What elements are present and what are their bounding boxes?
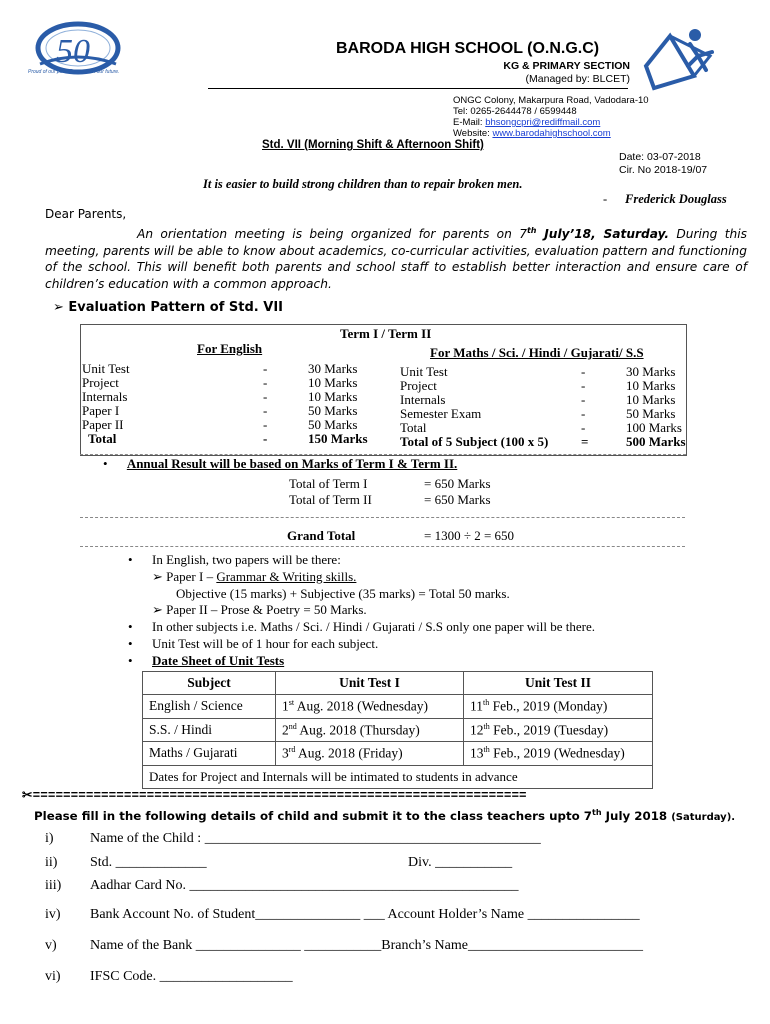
contact-block [453, 95, 649, 139]
form-row-number: vi) [45, 969, 61, 984]
marks-row [82, 376, 382, 390]
form-field[interactable]: Name of the Bank _______________ ___________Branch’s Name_________________________ [90, 938, 643, 953]
cell-unit-test-2 [464, 718, 653, 742]
cell-unit-test-2 [464, 695, 653, 719]
form-row-number: ii) [45, 855, 58, 870]
form-field[interactable]: IFSC Code. ___________________ [90, 969, 293, 984]
para-text-2: During this meeting, parents will be able to know about academics, co-curricular activities, evaluation pattern and functioning of the school. This will benefit both parents and school staff to establish better interaction and ensure care of children’s education with a common approach. [45, 227, 747, 291]
note-paper1 [128, 569, 595, 586]
website-label: Website: [453, 128, 493, 139]
marks-marks: 10 Marks [308, 375, 358, 390]
paper2-text: Paper II – Prose & Poetry = 50 Marks. [166, 602, 367, 618]
arrow-bullet-icon: ➢ [152, 568, 167, 584]
school-title: BARODA HIGH SCHOOL (O.N.G.C) [336, 40, 600, 57]
instruction-text-2: July 2018 [601, 808, 672, 823]
instruction-small: (Saturday). [671, 811, 736, 823]
cell-day: 2 [282, 722, 289, 737]
marks-dash: - [581, 392, 586, 407]
marks-label: Total [400, 420, 427, 435]
marks-row [400, 421, 700, 435]
email-label: E-Mail: [453, 117, 486, 128]
website-link[interactable]: www.barodahighschool.com [492, 128, 611, 139]
circular-number: Cir. No 2018-19/07 [619, 164, 708, 176]
cell-day-suffix: th [483, 698, 490, 707]
note-text: Date Sheet of Unit Tests [152, 652, 285, 668]
marks-label: Total of 5 Subject (100 x 5) [400, 434, 549, 449]
para-bold: July’18, Saturday. [536, 227, 670, 242]
marks-label: Unit Test [82, 361, 130, 376]
date-sheet-table [142, 671, 653, 789]
marks-row [400, 379, 700, 393]
english-heading: For English [197, 341, 263, 356]
marks-marks: 50 Marks [308, 417, 358, 432]
marks-label: Total [88, 431, 117, 446]
header-right-logo [640, 26, 720, 94]
paper1-text: Grammar & Writing skills. [216, 568, 357, 584]
others-marks-list [400, 365, 700, 449]
marks-dash: - [263, 431, 268, 446]
cell-unit-test-1 [276, 718, 464, 742]
term-heading: Term I / Term II [340, 326, 432, 341]
marks-dash: - [263, 375, 268, 390]
logo-number: 50 [56, 33, 90, 70]
marks-row [400, 393, 700, 407]
bullet-icon: • [128, 552, 133, 567]
marks-label: Project [400, 378, 437, 393]
marks-marks: 100 Marks [626, 420, 682, 435]
address: ONGC Colony, Makarpura Road, Vadodara-10 [453, 95, 649, 106]
cell-day-suffix: rd [288, 745, 296, 754]
note-text: In English, two papers will be there: [152, 552, 341, 567]
marks-marks: 10 Marks [308, 389, 358, 404]
managed-by: (Managed by: BLCET) [525, 73, 630, 85]
quote: It is easier to build strong children than to repair broken men. [203, 177, 523, 191]
cell-date-text: Feb., 2019 (Monday) [489, 698, 608, 714]
marks-total-row [82, 432, 382, 446]
quote-dash: - [603, 192, 608, 206]
marks-dash: = [581, 434, 589, 449]
form-field[interactable]: Bank Account No. of Student_______________ ___ Account Holder’s Name ________________ [90, 907, 640, 922]
cut-line-text: ================================================================= [32, 788, 527, 802]
cell-subject: Maths / Gujarati [143, 742, 276, 766]
marks-total-row [400, 435, 700, 449]
table-header-row [143, 672, 653, 695]
cell-date-text: Aug. 2018 (Thursday) [296, 722, 420, 737]
term1-label: Total of Term I [289, 476, 368, 491]
form-row-number: v) [45, 938, 57, 953]
cell-date-text: Aug. 2018 (Friday) [295, 745, 403, 761]
form-field[interactable]: Name of the Child : ________________________________________________ [90, 831, 541, 846]
cell-date-text: Feb., 2019 (Tuesday) [489, 722, 609, 737]
header-unit-test-2: Unit Test II [464, 672, 653, 695]
note-paper2 [128, 602, 595, 619]
cell-unit-test-1 [276, 695, 464, 719]
marks-row [82, 418, 382, 432]
cut-line [22, 787, 527, 802]
table-row [143, 695, 653, 719]
website-line [453, 128, 649, 139]
marks-marks: 150 Marks [308, 431, 368, 446]
note-text: Unit Test will be of 1 hour for each subject. [152, 635, 379, 651]
evaluation-heading [53, 300, 283, 315]
scissors-icon: ✂ [22, 788, 33, 802]
intro-paragraph [45, 223, 747, 292]
annual-note-text: Annual Result will be based on Marks of Term I & Term II. [126, 456, 458, 471]
annual-box-divider [80, 454, 686, 455]
cell-subject: S.S. / Hindi [143, 718, 276, 742]
cell-day-suffix: th [483, 721, 490, 731]
quote-author: Frederick Douglass [625, 192, 727, 206]
paper1-prefix: Paper I – [166, 568, 217, 584]
header-divider [208, 88, 628, 89]
grand-total-value: = 1300 ÷ 2 = 650 [424, 528, 515, 543]
annual-note [103, 456, 457, 472]
table-row [143, 742, 653, 766]
salutation: Dear Parents, [45, 207, 127, 221]
cell-day-suffix: nd [288, 721, 297, 731]
marks-dash: - [581, 378, 586, 393]
note-text: In other subjects i.e. Maths / Sci. / Hindi / Gujarati / S.S only one paper will be there. [152, 619, 596, 635]
header-unit-test-1: Unit Test I [276, 672, 464, 695]
grand-total-box [80, 517, 685, 547]
table-footer-row [143, 765, 653, 788]
marks-marks: 10 Marks [626, 378, 676, 393]
cell-day: 13 [470, 745, 484, 761]
circular-date: Date: 03-07-2018 [619, 151, 701, 163]
note-english-papers [128, 552, 595, 569]
cell-day: 3 [282, 745, 289, 761]
arrow-bullet-icon: ➢ [152, 602, 167, 618]
marks-marks: 30 Marks [308, 361, 358, 376]
marks-row [400, 407, 700, 421]
marks-dash: - [263, 403, 268, 418]
marks-row [400, 365, 700, 379]
section-name: KG & PRIMARY SECTION [503, 60, 630, 72]
cell-day: 1 [282, 698, 289, 714]
email-line [453, 117, 649, 128]
cell-day-suffix: st [288, 698, 295, 707]
marks-dash: - [263, 417, 268, 432]
evaluation-heading-text: Evaluation Pattern of Std. VII [68, 300, 283, 315]
marks-label: Semester Exam [400, 406, 482, 421]
cell-unit-test-1 [276, 742, 464, 766]
form-row-number: iii) [45, 878, 62, 893]
marks-row [82, 390, 382, 404]
marks-row [82, 362, 382, 376]
marks-label: Project [82, 375, 119, 390]
form-field[interactable]: Aadhar Card No. _______________________________________________ [90, 878, 519, 893]
marks-marks: 50 Marks [626, 406, 676, 421]
table-footer: Dates for Project and Internals will be intimated to students in advance [143, 765, 653, 788]
grand-total-label: Grand Total [287, 528, 356, 543]
marks-marks: 50 Marks [308, 403, 358, 418]
cell-date-text: Aug. 2018 (Wednesday) [294, 698, 428, 714]
form-field[interactable]: Std. _____________ [90, 855, 207, 870]
marks-dash: - [581, 420, 586, 435]
cell-unit-test-2 [464, 742, 653, 766]
term2-label: Total of Term II [289, 492, 372, 507]
marks-marks: 500 Marks [626, 434, 686, 449]
form-instruction [34, 808, 735, 823]
marks-label: Unit Test [400, 364, 448, 379]
term1-value: = 650 Marks [424, 476, 491, 491]
email-link[interactable]: bhsongcpri@rediffmail.com [485, 117, 601, 128]
logo-tagline: Proud of our past. Focused on our future. [28, 69, 120, 75]
note-date-sheet [128, 653, 595, 670]
others-heading: For Maths / Sci. / Hindi / Gujarati/ S.S [430, 345, 644, 360]
term2-value: = 650 Marks [424, 492, 491, 507]
form-row-number: i) [45, 831, 54, 846]
notes-list [128, 552, 595, 670]
marks-dash: - [581, 364, 586, 379]
marks-dash: - [581, 406, 586, 421]
instruction-sup: th [592, 808, 602, 817]
para-sup: th [526, 226, 537, 235]
form-row-number: iv) [45, 907, 61, 922]
marks-dash: - [263, 389, 268, 404]
marks-label: Paper I [82, 403, 120, 418]
instruction-text: Please fill in the following details of child and submit it to the class teachers upto 7 [34, 808, 593, 823]
marks-label: Internals [82, 389, 128, 404]
table-row [143, 718, 653, 742]
header-subject: Subject [143, 672, 276, 695]
bullet-icon: • [128, 652, 133, 668]
note-unit-test [128, 636, 595, 653]
cell-day: 12 [470, 722, 484, 737]
bullet-icon: • [103, 456, 108, 471]
bullet-icon: • [128, 619, 133, 635]
marks-row [82, 404, 382, 418]
marks-dash: - [263, 361, 268, 376]
note-objective: Objective (15 marks) + Subjective (35 marks) = Total 50 marks. [176, 585, 510, 601]
cell-date-text: Feb., 2019 (Wednesday) [489, 745, 625, 761]
note-other-subjects [128, 619, 595, 636]
arrow-bullet-icon: ➢ [53, 300, 69, 315]
para-text-1: An orientation meeting is being organized for parents on 7 [137, 227, 527, 242]
cell-day: 11 [470, 698, 483, 714]
form-field-div[interactable]: Div. ___________ [408, 855, 513, 870]
std-heading: Std. VII (Morning Shift & Afternoon Shift) [262, 139, 484, 151]
bullet-icon: • [128, 635, 133, 651]
marks-label: Paper II [82, 417, 124, 432]
marks-label: Internals [400, 392, 446, 407]
marks-marks: 10 Marks [626, 392, 676, 407]
cell-day-suffix: th [483, 745, 490, 754]
english-marks-list [82, 362, 382, 446]
cell-subject: English / Science [143, 695, 276, 719]
telephone: Tel: 0265-2644478 / 6599448 [453, 106, 577, 117]
marks-marks: 30 Marks [626, 364, 676, 379]
